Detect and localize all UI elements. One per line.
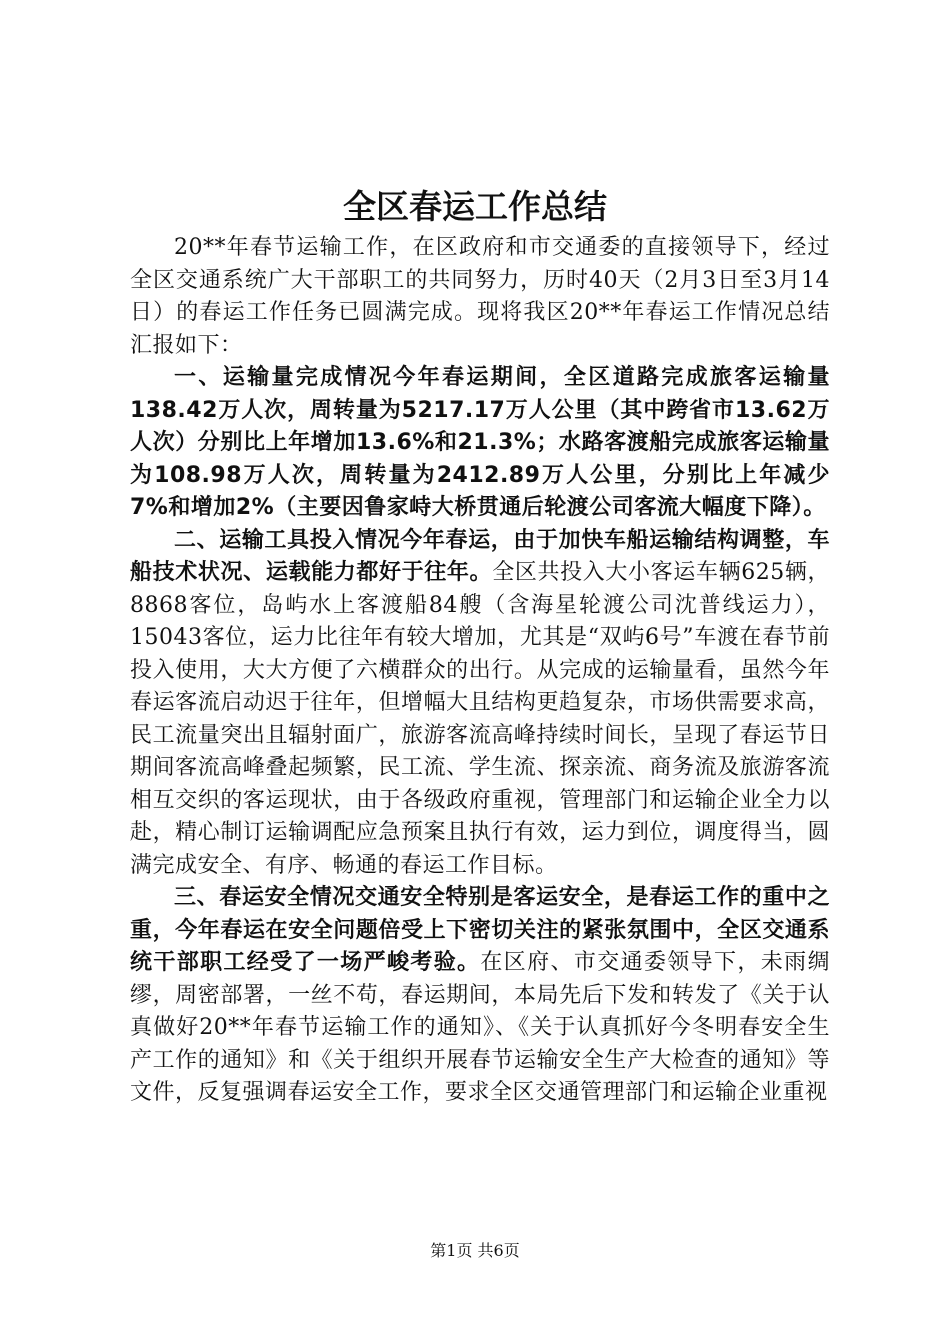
section-1-heading: 一、运输量完成情况今年春运期间，全区道路完成旅客运输量138.42万人次，周转量为5217.17万人公里（其中跨省市13.62万人次）分别比上年增加13.6%和21.3%；水路客渡船完成旅客运输量为108.98万人次，周转量为2412.89万人公里，分别比上年减少7%和增加2%（主要因鲁家峙大桥贯通后轮渡公司客流大幅度下降）。 — [130, 365, 830, 520]
paragraph-section-2 — [130, 525, 830, 883]
document-body — [130, 232, 830, 1110]
paragraph-intro-text: 20**年春节运输工作，在区政府和市交通委的直接领导下，经过全区交通系统广大干部职工的共同努力，历时40天（2月3日至3月14日）的春运工作任务已圆满完成。现将我区20**年春运工作情况总结汇报如下： — [130, 235, 830, 358]
paragraph-section-1 — [130, 362, 830, 525]
section-2-heading: 二、运输工具投入情况今年春运，由于加快车船运输结构调整，车船技术状况、运载能力都好于往年。 — [130, 527, 830, 585]
paragraph-intro — [130, 232, 830, 362]
page-number-footer: 第1页 共6页 — [430, 1241, 520, 1260]
document-title: 全区春运工作总结 — [343, 187, 607, 226]
section-3-heading: 三、春运安全情况交通安全特别是客运安全，是春运工作的重中之重，今年春运在安全问题倍受上下密切关注的紧张氛围中，全区交通系统干部职工经受了一场严峻考验。 — [130, 885, 830, 975]
paragraph-section-3 — [130, 882, 830, 1110]
section-2-text: 全区共投入大小客运车辆625辆，8868客位，岛屿水上客渡船84艘（含海星轮渡公司沈普线运力），15043客位，运力比往年有较大增加，尤其是“双屿6号”车渡在春节前投入使用，大大方便了六横群众的出行。从完成的运输量看，虽然今年春运客流启动迟于往年，但增幅大且结构更趋复杂，市场供需要求高，民工流量突出且辐射面广，旅游客流高峰持续时间长，呈现了春运节日期间客流高峰叠起频繁，民工流、学生流、探亲流、商务流及旅游客流相互交织的客运现状，由于各级政府重视，管理部门和运输企业全力以赴，精心制订运输调配应急预案且执行有效，运力到位，调度得当，圆满完成安全、有序、畅通的春运工作目标。 — [130, 560, 830, 878]
section-3-text: 在区府、市交通委领导下，未雨绸缪，周密部署，一丝不苟，春运期间，本局先后下发和转发了《关于认真做好20**年春节运输工作的通知》、《关于认真抓好今冬明春安全生产工作的通知》和《关于组织开展春节运输安全生产大检查的通知》等文件，反复强调春运安全工作，要求全区交通管理部门和运输企业重视 — [130, 950, 830, 1105]
